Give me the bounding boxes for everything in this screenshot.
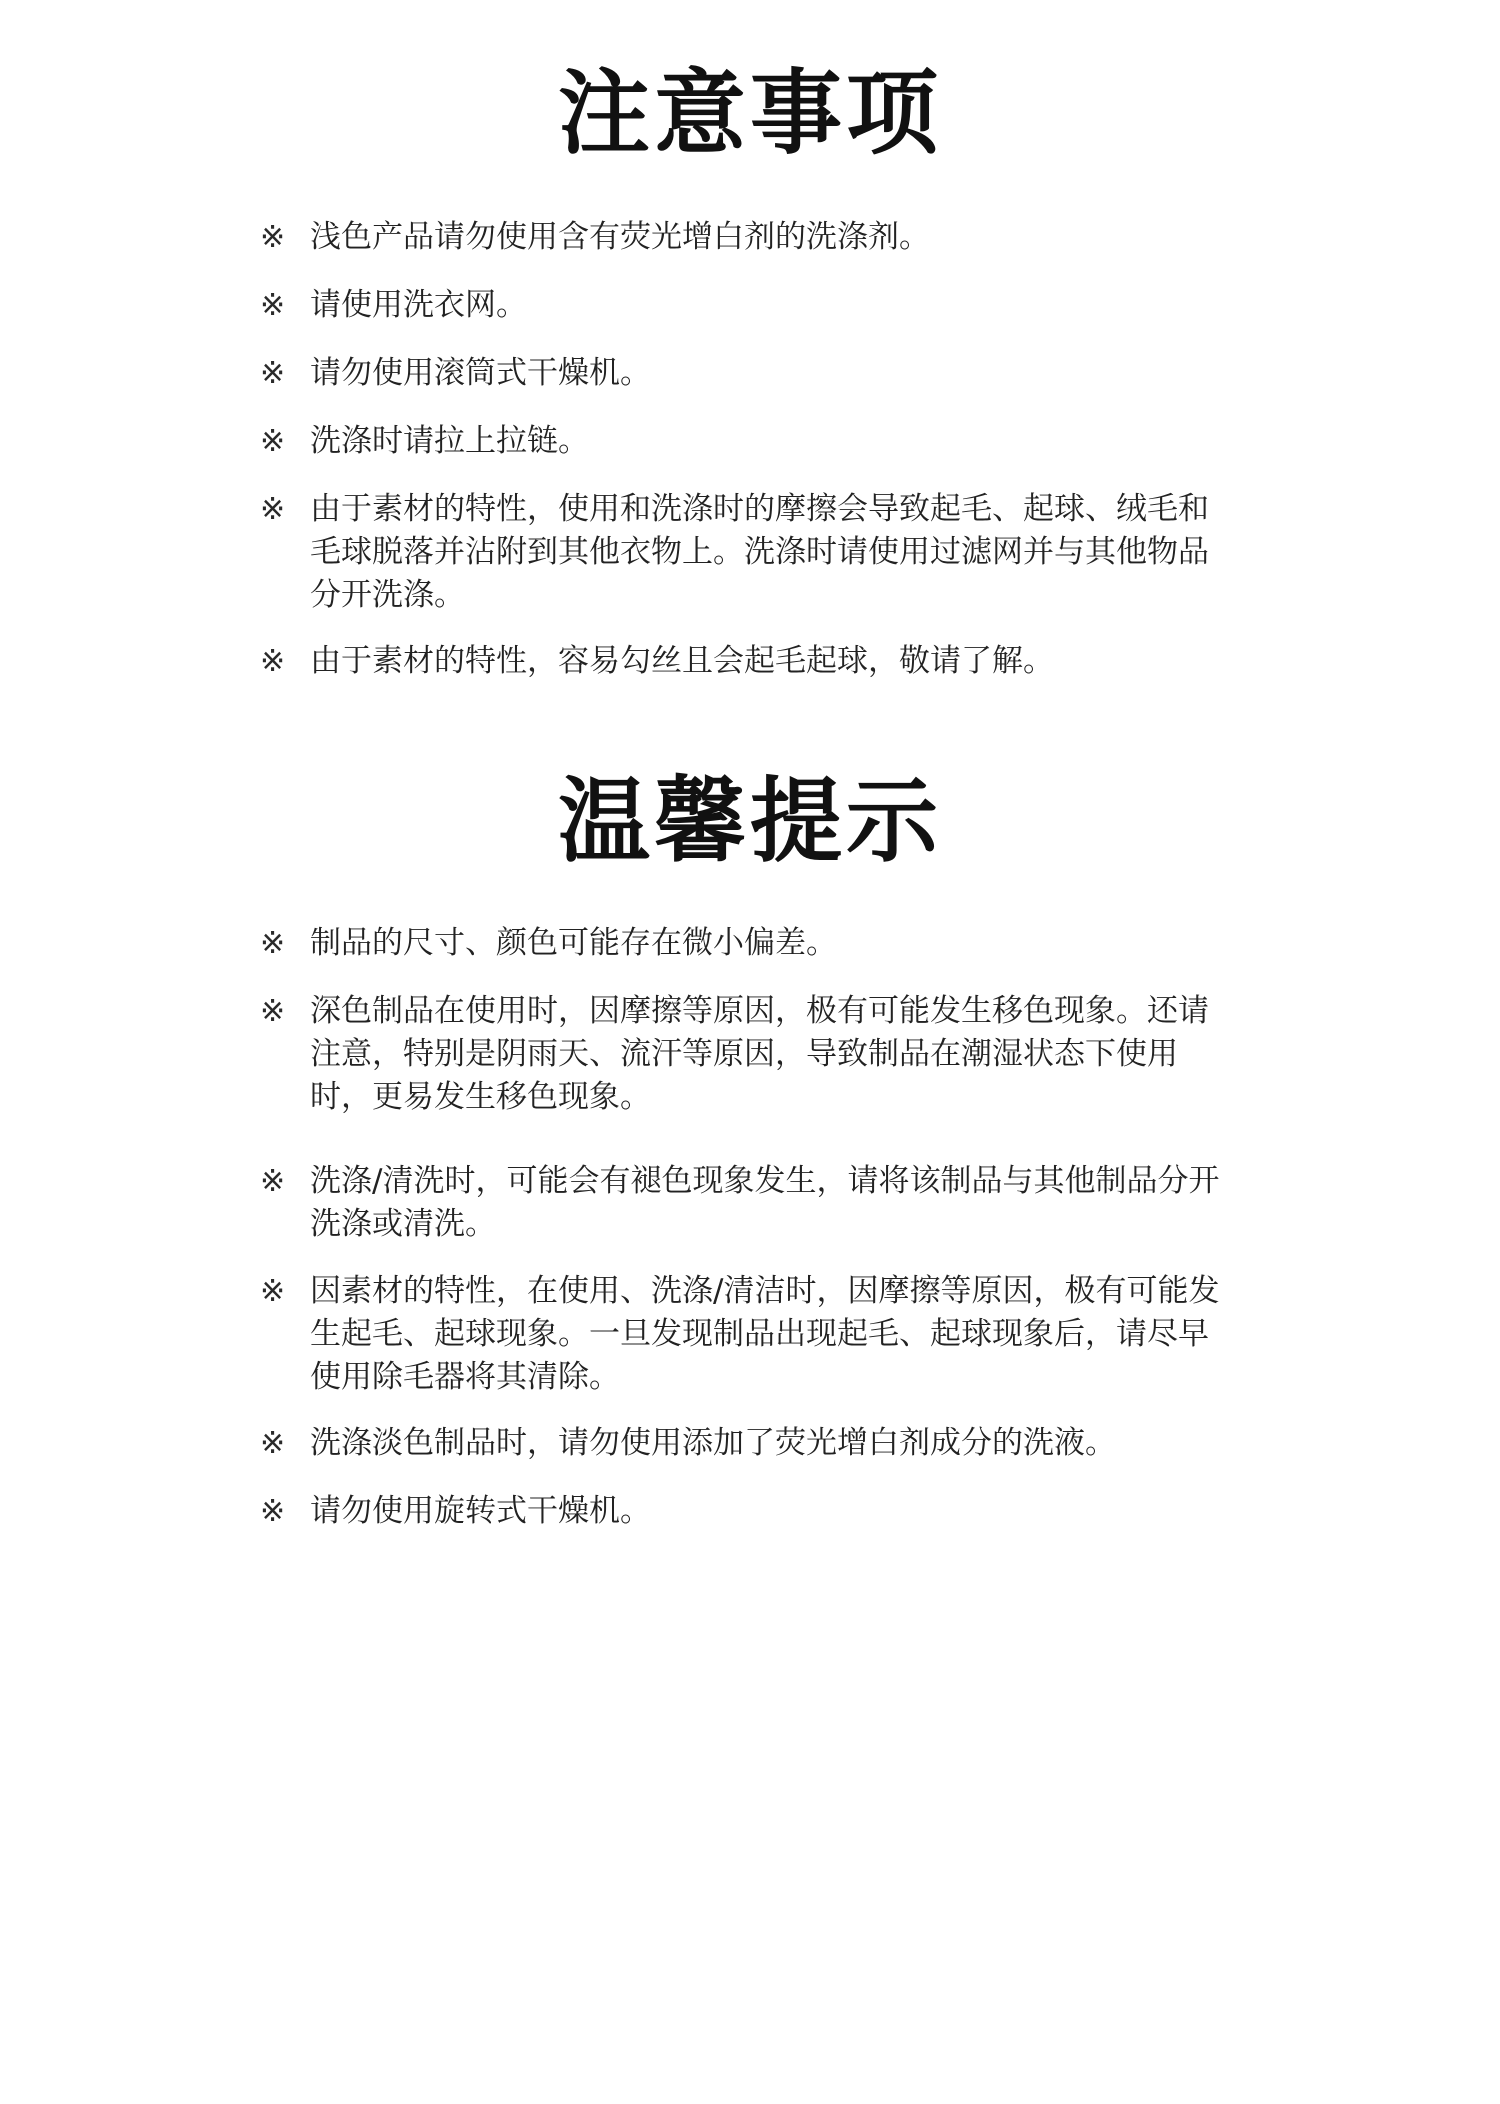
tips-item-text: 深色制品在使用时，因摩擦等原因，极有可能发生移色现象。还请注意，特别是阴雨天、流汗等原因，导致制品在潮湿状态下使用时，更易发生移色现象。 [310, 993, 1209, 1115]
reference-mark: ※ [260, 926, 286, 961]
notice-item-text: 由于素材的特性，使用和洗涤时的摩擦会导致起毛、起球、绒毛和毛球脱落并沾附到其他衣物上。洗涤时请使用过滤网并与其他物品分开洗涤。 [310, 491, 1209, 613]
reference-mark: ※ [260, 220, 286, 255]
reference-mark: ※ [260, 644, 286, 679]
reference-mark: ※ [260, 424, 286, 459]
tips-title: 温馨提示 [557, 768, 942, 875]
notice-item-text: 由于素材的特性，容易勾丝且会起毛起球，敬请了解。 [310, 643, 1054, 679]
tips-item-text: 请勿使用旋转式干燥机。 [310, 1493, 651, 1529]
tips-item [260, 1422, 1220, 1465]
tips-item [260, 1490, 1220, 1533]
notice-item [260, 420, 1220, 463]
notice-item [260, 216, 1220, 259]
reference-mark: ※ [260, 994, 286, 1029]
reference-mark: ※ [260, 1164, 286, 1199]
reference-mark: ※ [260, 1494, 286, 1529]
reference-mark: ※ [260, 1274, 286, 1309]
reference-mark: ※ [260, 1426, 286, 1461]
notice-item [260, 352, 1220, 395]
notice-item-text: 请勿使用滚筒式干燥机。 [310, 355, 651, 391]
tips-item [260, 990, 1220, 1119]
tips-item [260, 922, 1220, 965]
tips-item-text: 因素材的特性，在使用、洗涤/清洁时，因摩擦等原因，极有可能发生起毛、起球现象。一旦发现制品出现起毛、起球现象后，请尽早使用除毛器将其清除。 [310, 1273, 1220, 1395]
reference-mark: ※ [260, 492, 286, 527]
reference-mark: ※ [260, 288, 286, 323]
tips-item [260, 1270, 1220, 1399]
notice-item [260, 488, 1220, 617]
tips-item-text: 洗涤/清洗时，可能会有褪色现象发生，请将该制品与其他制品分开洗涤或清洗。 [310, 1163, 1220, 1242]
tips-item-text: 制品的尺寸、颜色可能存在微小偏差。 [310, 925, 837, 961]
reference-mark: ※ [260, 356, 286, 391]
tips-item [260, 1160, 1220, 1246]
notice-item-text: 请使用洗衣网。 [310, 287, 527, 323]
tips-item-text: 洗涤淡色制品时，请勿使用添加了荧光增白剂成分的洗液。 [310, 1425, 1116, 1461]
notice-item [260, 284, 1220, 327]
notice-item-text: 浅色产品请勿使用含有荧光增白剂的洗涤剂。 [310, 219, 930, 255]
notice-title: 注意事项 [557, 60, 942, 167]
notice-item [260, 640, 1220, 683]
care-instructions-page [190, 0, 1310, 1586]
notice-item-text: 洗涤时请拉上拉链。 [310, 423, 589, 459]
